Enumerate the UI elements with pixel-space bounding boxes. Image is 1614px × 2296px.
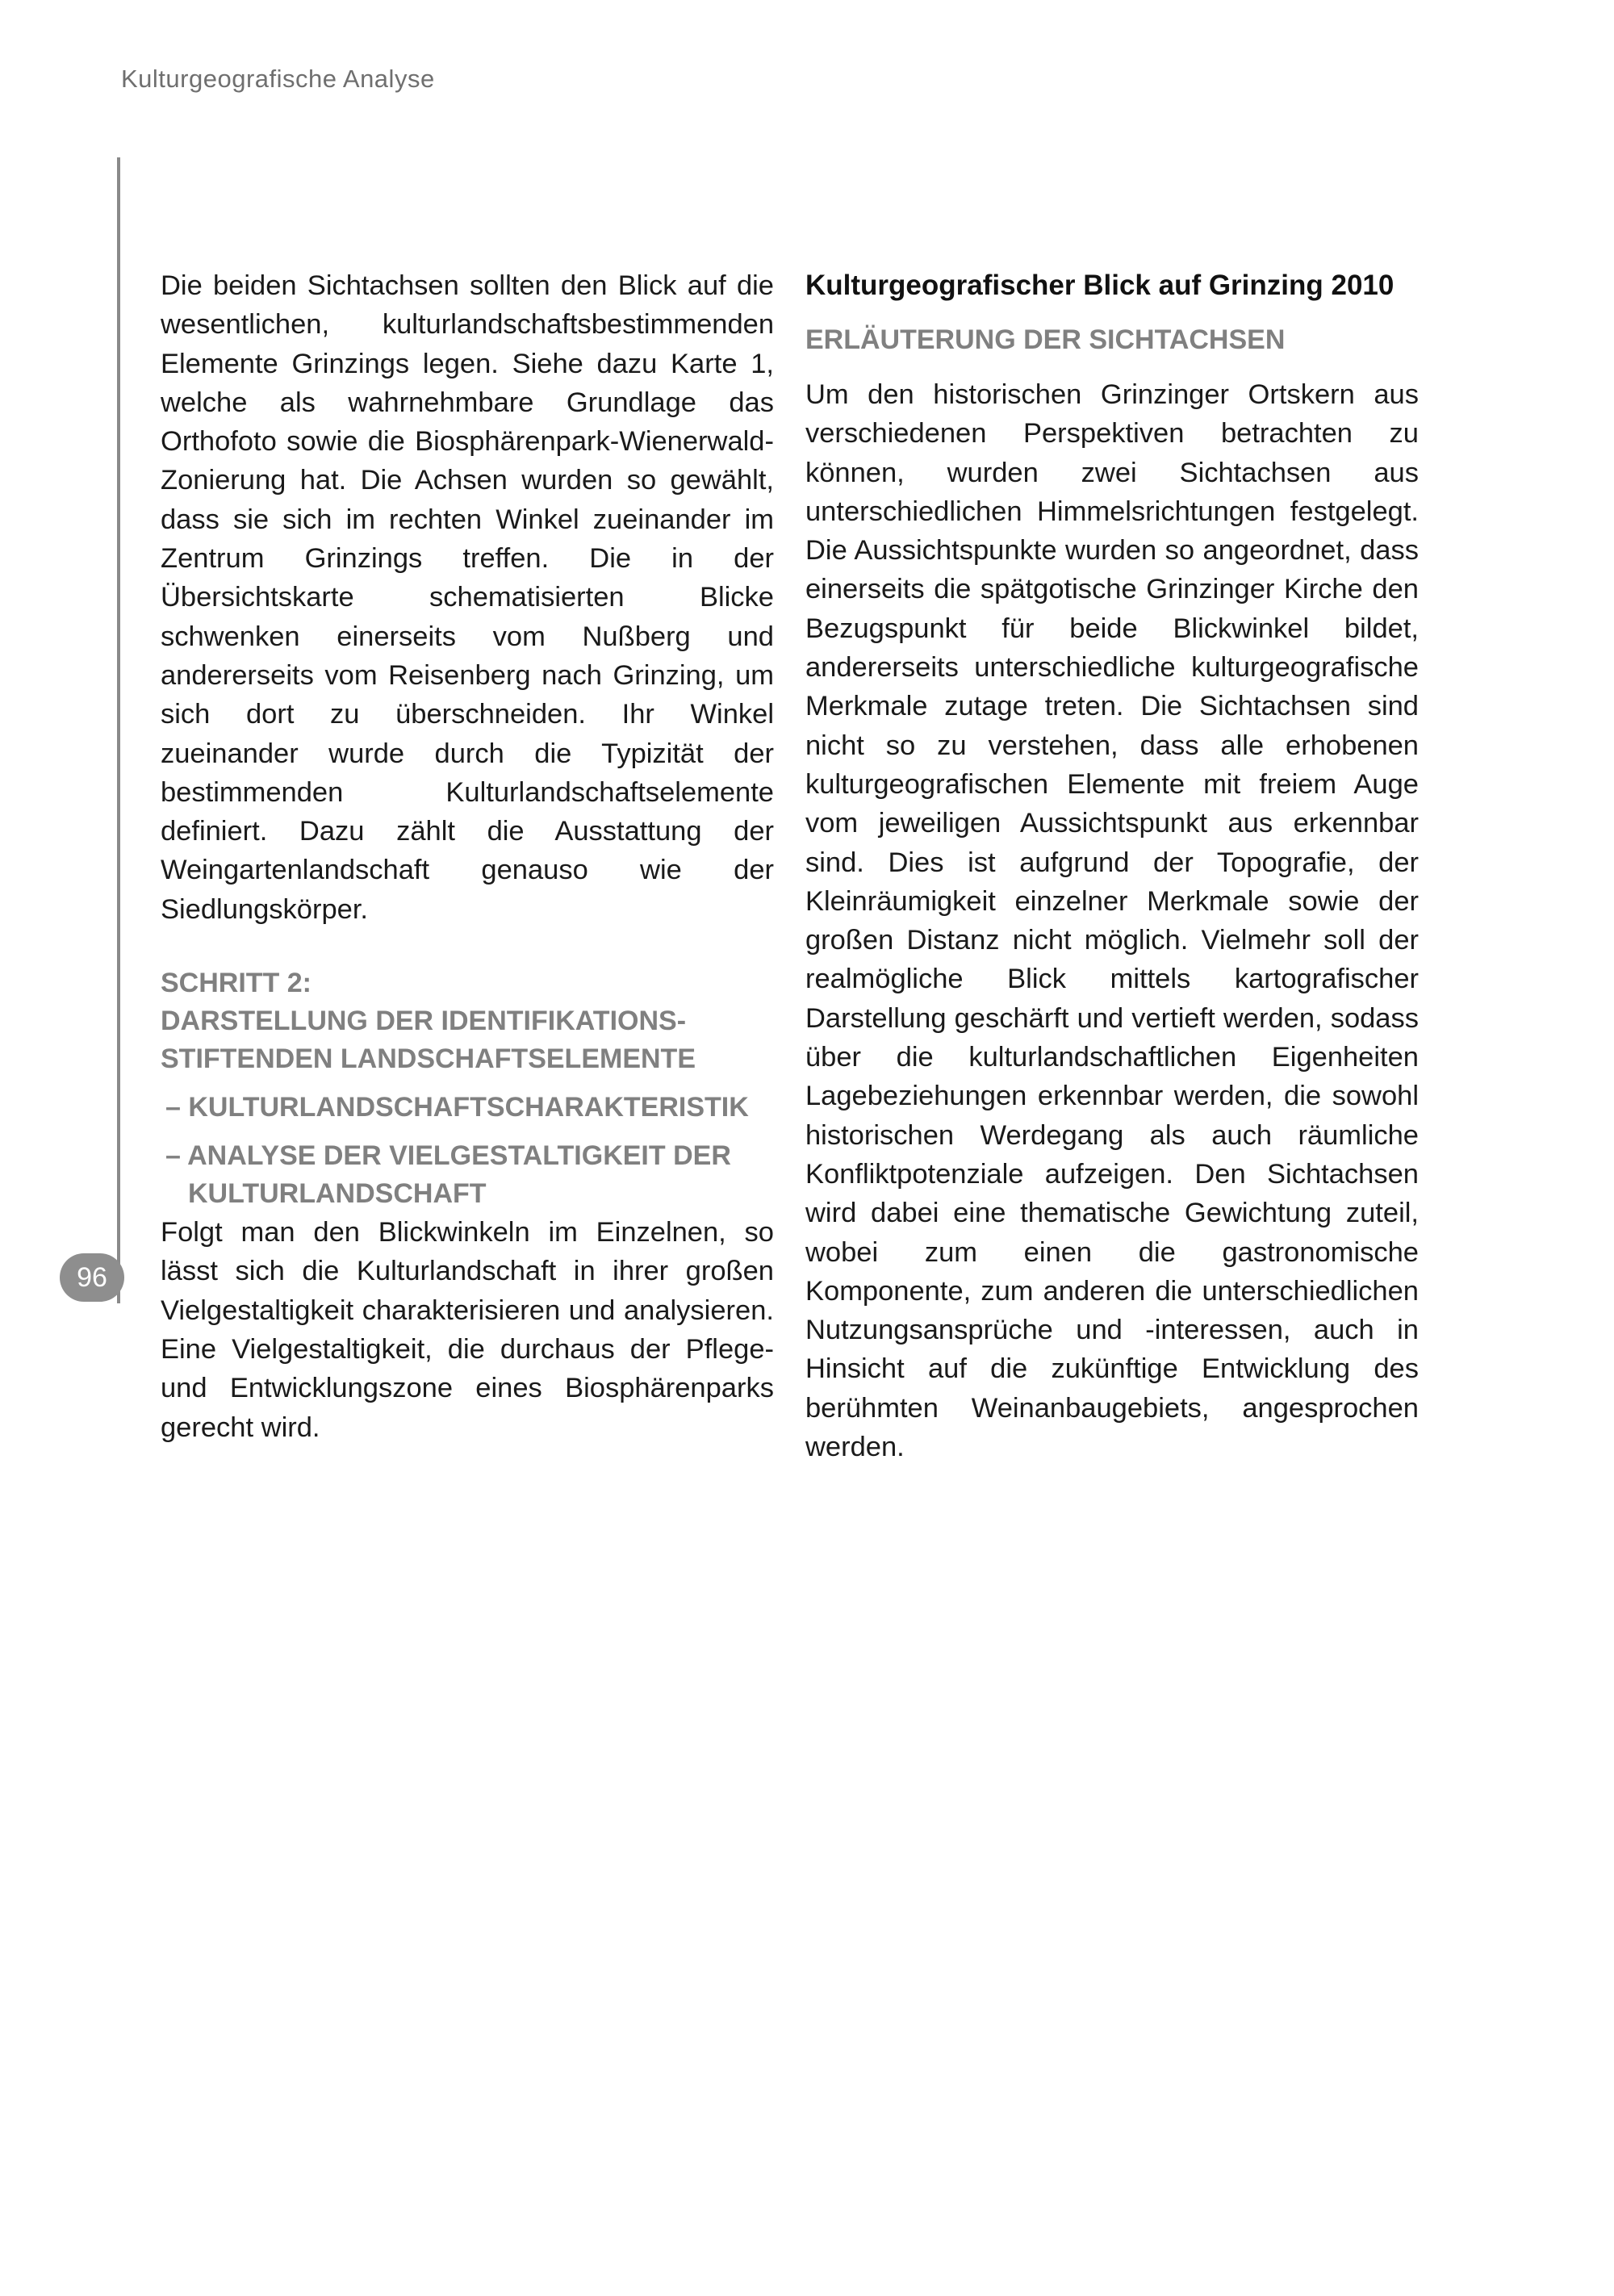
margin-rule [117,157,120,1303]
page-number-badge: 96 [60,1253,124,1302]
left-column [161,266,774,1447]
article-title: Kulturgeografischer Blick auf Grinzing 2010 [805,270,1394,301]
body-paragraph: Um den historischen Grinzinger Ortskern aus verschiedenen Perspektiven betrachten zu können, wurden zwei Sichtachsen aus unterschiedlichen Himmelsrichtungen festgelegt. Die Aussichtspunkte wurden so angeordnet, dass einerseits die spätgotische Grinzinger Kirche den Bezugspunkt für beide Blickwinkel bildet, andererseits unterschiedliche kulturgeografische Merkmale zutage treten. Die Sichtachsen sind nicht so zu verstehen, dass alle erhobenen kulturgeografischen Elemente mit freiem Auge vom jeweiligen Aussichtspunkt aus erkennbar sind. Dies ist aufgrund der Topografie, der Kleinräumigkeit einzelner Merkmale sowie der großen Distanz nicht möglich. Vielmehr soll der realmögliche Blick mittels kartografischer Darstellung geschärft und vertieft werden, sodass über die kulturlandschaftlichen Eigenheiten Lagebeziehungen erkennbar werden, die sowohl historischen Werdegang als auch räumliche Konfliktpotenziale aufzeigen. Den Sichtachsen wird dabei eine thematische Gewichtung zuteil, wobei zum einen die gastronomische Komponente, zum anderen die unterschiedlichen Nutzungsansprüche und -interessen, auch in Hinsicht auf die zukünftige Entwicklung des berühmten Weinanbaugebiets, angesprochen werden. [805,379,1419,1463]
running-head: Kulturgeografische Analyse [121,65,435,93]
dash-item-characteristic: – KULTURLANDSCHAFTSCHARAKTERISTIK [165,1092,749,1123]
intro-paragraph: Die beiden Sichtachsen sollten den Blick auf die wesentlichen, kulturlandschaftsbestimmenden Elemente Grinzings legen. Siehe dazu Karte 1, welche als wahrnehmbare Grundlage das Orthofoto sowie die Biosphärenpark-Wienerwald-Zonierung hat. Die Achsen wurden so gewählt, dass sie sich im rechten Winkel zueinander im Zentrum Grinzings treffen. Die in der Übersichtskarte schematisierten Blicke schwenken einerseits vom Nußberg und andererseits vom Reisenberg nach Grinzing, um sich dort zu überschneiden. Ihr Winkel zueinander wurde durch die Typizität der bestimmenden Kulturlandschaftselemente definiert. Dazu zählt die Ausstattung der Weingartenlandschaft genauso wie der Siedlungskörper. [161,270,774,925]
dash-item-analysis: – ANALYSE DER VIELGESTALTIGKEIT DER KULTURLANDSCHAFT [165,1140,731,1210]
step-heading-block [161,964,774,1078]
step-heading: SCHRITT 2: [161,968,312,999]
step-title: DARSTELLUNG DER IDENTIFIKATIONS-STIFTENDEN LANDSCHAFTSELEMENTE [161,1006,696,1075]
right-column [805,266,1419,1466]
closing-paragraph: Folgt man den Blickwinkeln im Einzelnen, so lässt sich die Kulturlandschaft in ihrer großen Vielgestaltigkeit charakterisieren und analysieren. Eine Vielgestaltigkeit, die durchaus der Pflege- und Entwicklungszone eines Biosphärenparks gerecht wird. [161,1217,774,1443]
section-subheading: ERLÄUTERUNG DER SICHTACHSEN [805,324,1286,355]
